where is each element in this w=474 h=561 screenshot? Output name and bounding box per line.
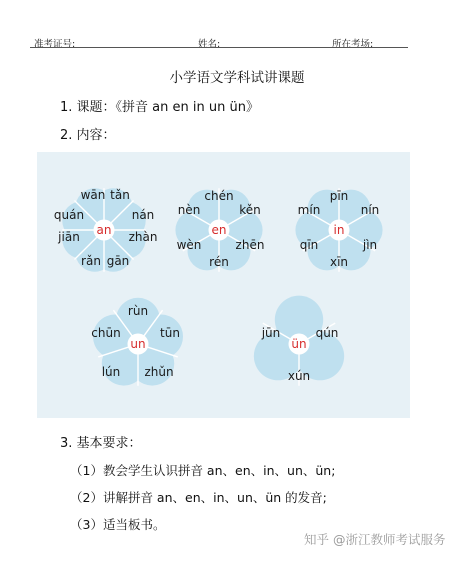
syllable: chūn bbox=[91, 326, 121, 340]
syllable: qīn bbox=[299, 238, 319, 252]
page-title: 小学语文学科试讲课题 bbox=[169, 70, 305, 86]
requirement-2: （2）讲解拼音 an、en、in、un、ün 的发音; bbox=[70, 490, 327, 505]
syllable: rǎn bbox=[81, 254, 101, 268]
center-final: ün bbox=[291, 337, 307, 351]
syllable: zhàn bbox=[128, 230, 158, 244]
syllable: rùn bbox=[127, 304, 149, 318]
content-heading: 2. 内容： bbox=[60, 128, 116, 143]
watermark: 知乎 @浙江教师考试服务 bbox=[304, 532, 446, 547]
syllable: jiān bbox=[58, 230, 80, 244]
syllable: xīn bbox=[329, 255, 349, 269]
syllable: zhǔn bbox=[144, 365, 174, 379]
flower-en bbox=[167, 180, 271, 296]
syllable: qún bbox=[315, 326, 339, 340]
syllable: zhēn bbox=[235, 238, 265, 252]
syllable: tǎn bbox=[110, 188, 130, 202]
flower-an bbox=[52, 180, 156, 296]
name-label: 姓名: bbox=[198, 39, 221, 50]
syllable: wān bbox=[80, 188, 106, 202]
requirement-1: （1）教会学生认识拼音 an、en、in、un、ün; bbox=[70, 463, 336, 478]
syllable: quán bbox=[53, 208, 85, 222]
syllable: nèn bbox=[177, 203, 201, 217]
syllable: lún bbox=[101, 365, 121, 379]
syllable: jìn bbox=[362, 238, 378, 252]
syllable: nán bbox=[131, 208, 155, 222]
requirements-heading: 3. 基本要求： bbox=[60, 436, 142, 451]
flower-un-umlaut bbox=[247, 294, 351, 410]
syllable: wèn bbox=[176, 238, 202, 252]
flower-shape bbox=[247, 294, 351, 410]
exam-number-label: 准考证号: bbox=[34, 39, 76, 50]
center-final: un bbox=[130, 337, 146, 351]
requirement-3: （3）适当板书。 bbox=[70, 517, 166, 532]
center-final: an bbox=[96, 223, 112, 237]
syllable: jūn bbox=[261, 326, 281, 340]
syllable: nín bbox=[360, 203, 380, 217]
center-final: in bbox=[333, 223, 345, 237]
syllable: xún bbox=[287, 369, 311, 383]
center-final: en bbox=[211, 223, 227, 237]
syllable: pīn bbox=[329, 189, 349, 203]
pinyin-illustration bbox=[37, 152, 410, 418]
topic-line: 1. 课题：《拼音 an en in un ün》 bbox=[60, 100, 259, 115]
flower-un bbox=[86, 294, 190, 410]
syllable: rén bbox=[209, 255, 229, 269]
exam-site-label: 所在考场: bbox=[332, 39, 374, 50]
syllable: chén bbox=[204, 189, 234, 203]
syllable: kěn bbox=[239, 203, 261, 217]
syllable: tūn bbox=[160, 326, 180, 340]
header-rule bbox=[30, 47, 408, 48]
syllable: gān bbox=[106, 254, 130, 268]
syllable: mín bbox=[297, 203, 321, 217]
flower-in bbox=[287, 180, 391, 296]
